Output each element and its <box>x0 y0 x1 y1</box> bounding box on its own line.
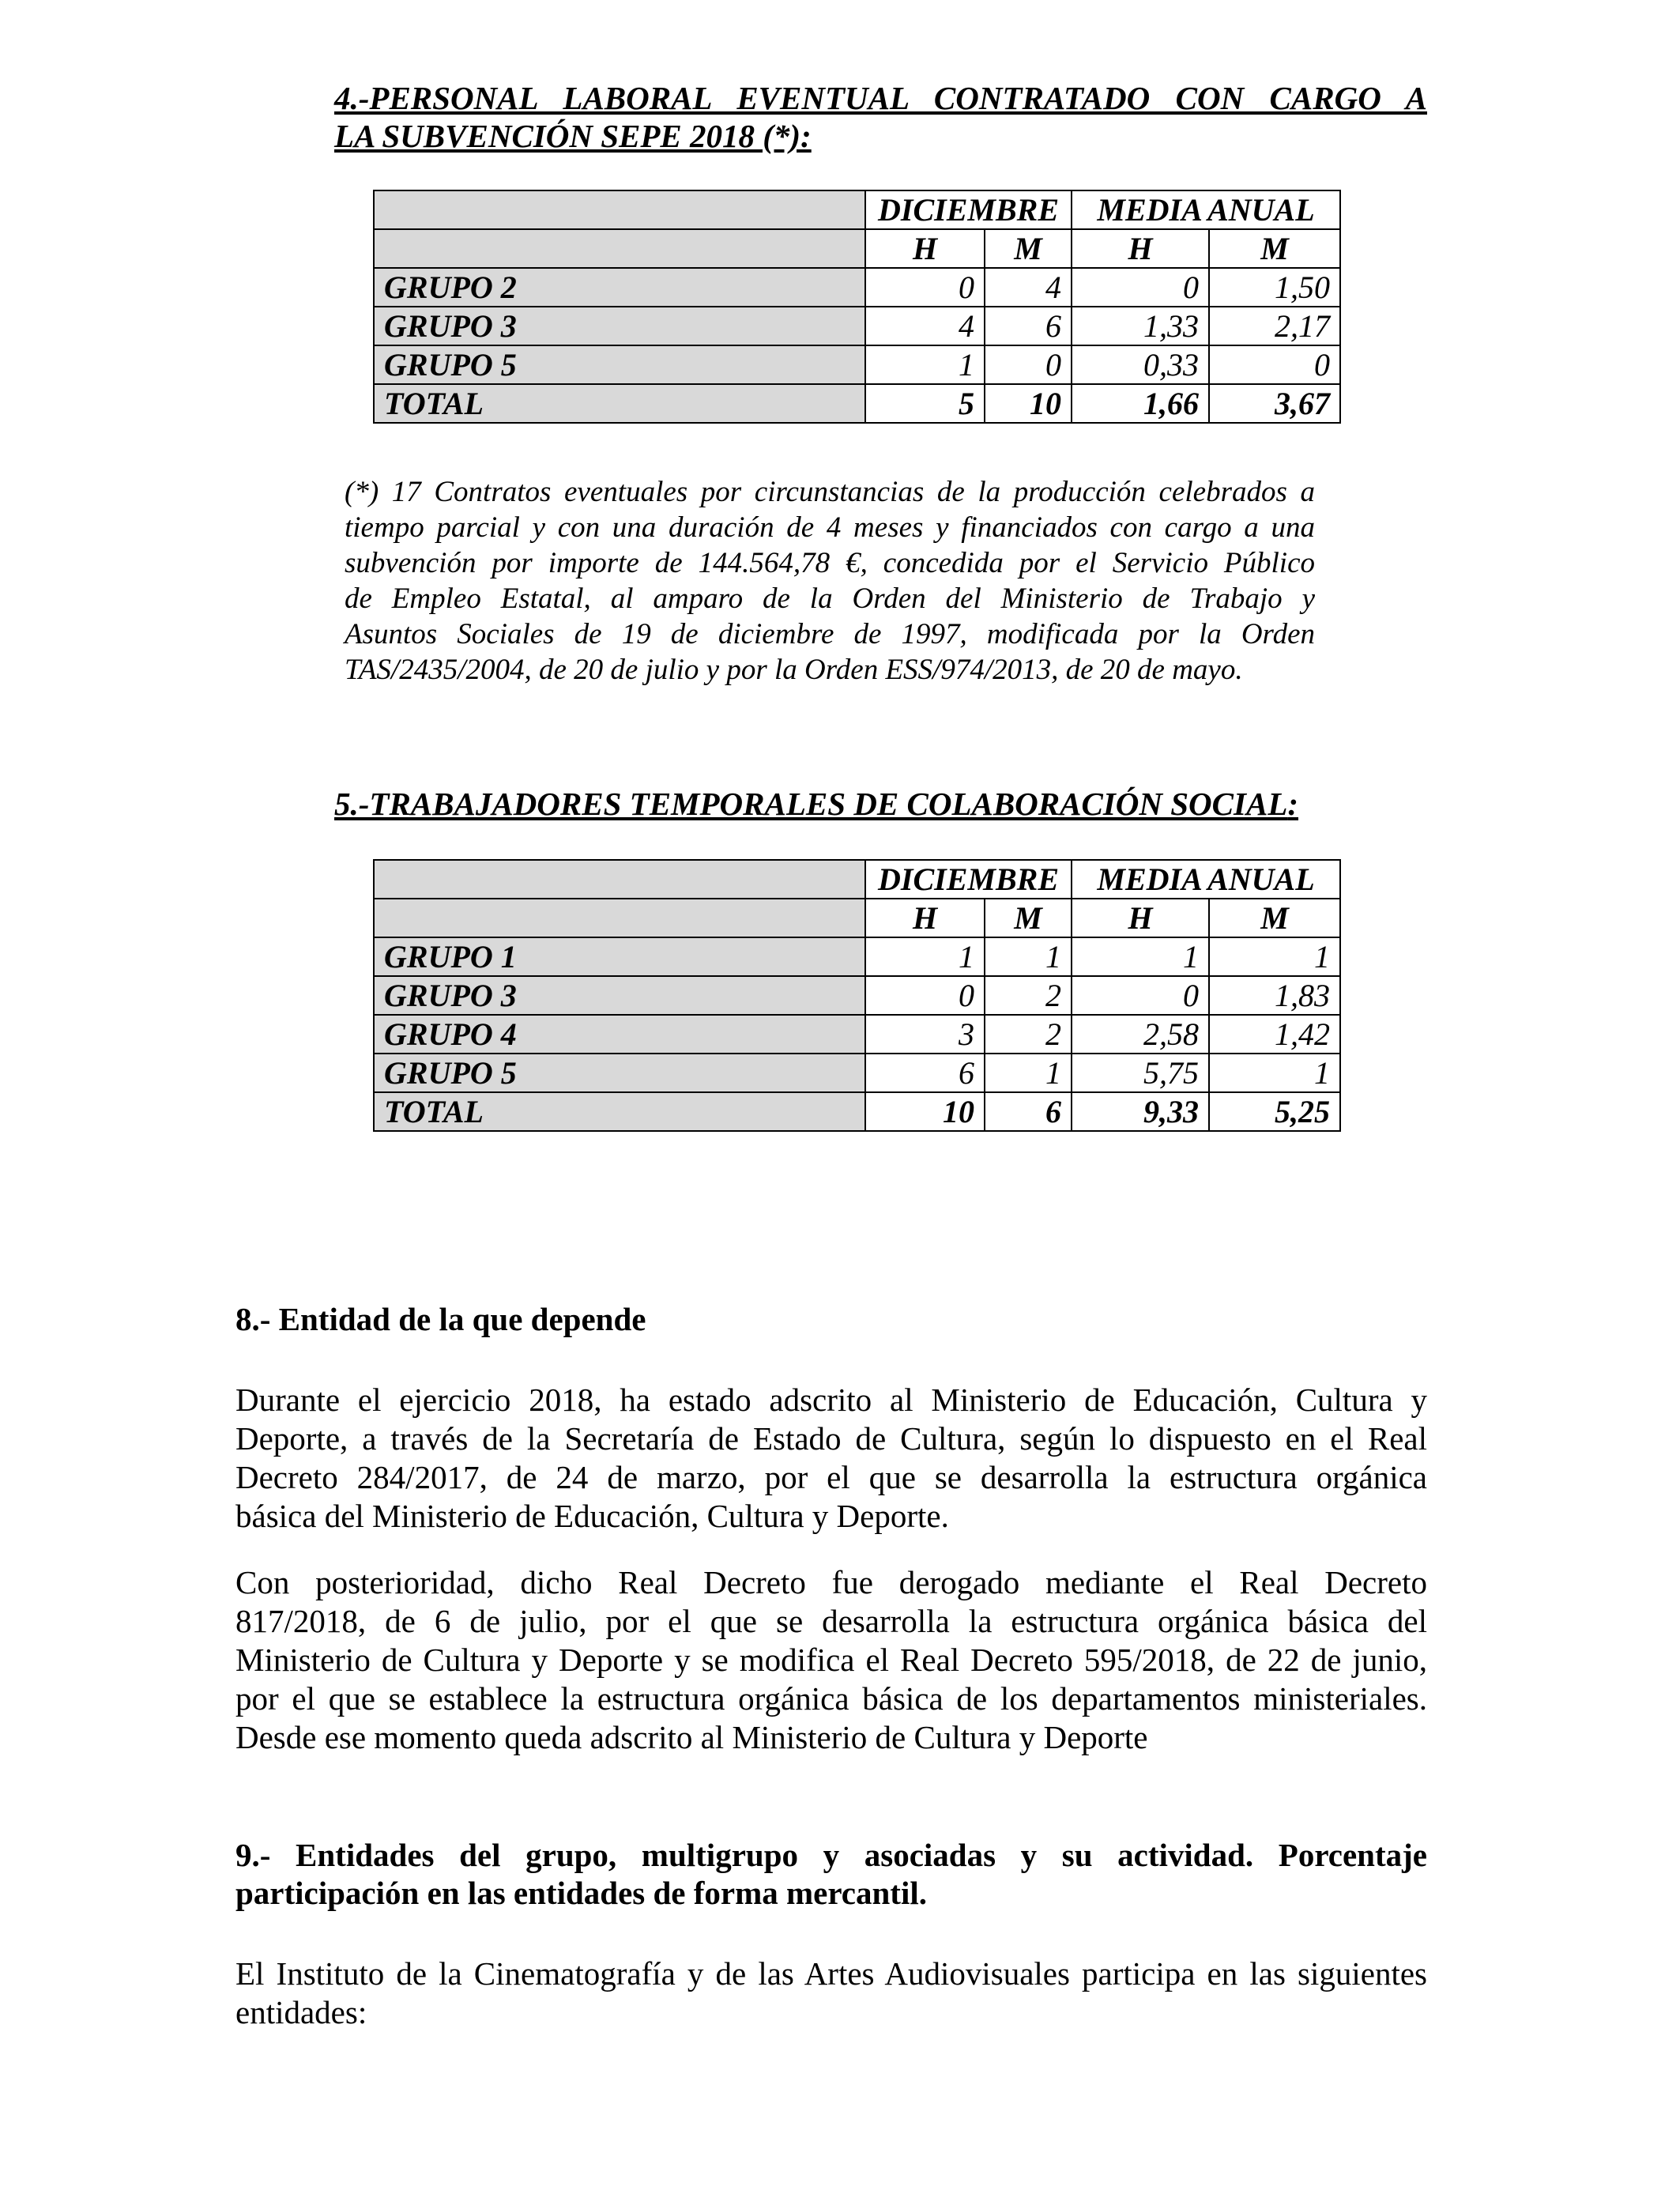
subheader-blank-cell <box>374 899 865 937</box>
row-label: GRUPO 2 <box>374 268 865 307</box>
section4-title-suffix: (*): <box>755 118 812 154</box>
total-media-h: 1,66 <box>1072 384 1209 423</box>
cell-dic-m: 4 <box>985 268 1072 307</box>
paragraph-line: por el que se establece la estructura orgánica básica de los departamentos ministeriales. <box>235 1680 1427 1717</box>
cell-media-m: 1,83 <box>1209 976 1340 1015</box>
section4-title: 4.-PERSONAL LABORAL EVENTUAL CONTRATADO CON CARGO A <box>334 80 1427 116</box>
cell-media-h: 1 <box>1072 937 1209 976</box>
total-dic-m: 10 <box>985 384 1072 423</box>
paragraph-line: básica del Ministerio de Educación, Cultura y Deporte. <box>235 1498 949 1534</box>
total-label: TOTAL <box>374 1092 865 1131</box>
paragraph-line: 817/2018, de 6 de julio, por el que se desarrolla la estructura orgánica básica del <box>235 1603 1427 1639</box>
table-row <box>374 1015 1340 1054</box>
row-label: GRUPO 4 <box>374 1015 865 1054</box>
subheader-h: H <box>865 899 985 937</box>
cell-dic-m: 6 <box>985 307 1072 345</box>
row-label: GRUPO 5 <box>374 345 865 384</box>
header-diciembre: DICIEMBRE <box>865 190 1072 229</box>
paragraph-line: Con posterioridad, dicho Real Decreto fue derogado mediante el Real Decreto <box>235 1564 1427 1600</box>
table-subheader-row <box>374 899 1340 937</box>
cell-dic-h: 1 <box>865 937 985 976</box>
cell-media-h: 2,58 <box>1072 1015 1209 1054</box>
section5-title <box>334 785 1298 823</box>
section4-footnote <box>345 474 1315 688</box>
cell-media-m: 2,17 <box>1209 307 1340 345</box>
table-row <box>374 1054 1340 1092</box>
footnote-line: tiempo parcial y con una duración de 4 meses y financiados con cargo a una <box>345 511 1315 544</box>
section9-heading <box>235 1836 1427 1912</box>
section5-title-suffix: : <box>1287 786 1299 822</box>
table-row <box>374 345 1340 384</box>
cell-dic-h: 4 <box>865 307 985 345</box>
table-total-row <box>374 384 1340 423</box>
table-row <box>374 937 1340 976</box>
row-label: GRUPO 3 <box>374 976 865 1015</box>
paragraph-line: Decreto 284/2017, de 24 de marzo, por el que se desarrolla la estructura orgánica <box>235 1459 1427 1495</box>
section4-title-underlined: LA SUBVENCIÓN SEPE 2018 <box>334 118 755 154</box>
heading-line: 9.- Entidades del grupo, multigrupo y asociadas y su actividad. Porcentaje <box>235 1837 1427 1873</box>
table-row <box>374 307 1340 345</box>
footnote-line: TAS/2435/2004, de 20 de julio y por la Orden ESS/974/2013, de 20 de mayo. <box>345 654 1243 686</box>
row-label: GRUPO 1 <box>374 937 865 976</box>
footnote-line: Asuntos Sociales de 19 de diciembre de 1997, modificada por la Orden <box>345 618 1315 650</box>
table-header-row <box>374 860 1340 899</box>
cell-media-h: 1,33 <box>1072 307 1209 345</box>
cell-media-h: 5,75 <box>1072 1054 1209 1092</box>
cell-media-m: 1 <box>1209 1054 1340 1092</box>
paragraph-line: entidades: <box>235 1994 367 2030</box>
total-label: TOTAL <box>374 384 865 423</box>
cell-media-m: 1,50 <box>1209 268 1340 307</box>
subheader-h: H <box>1072 899 1209 937</box>
cell-dic-h: 0 <box>865 976 985 1015</box>
heading-line: participación en las entidades de forma mercantil. <box>235 1875 927 1911</box>
total-dic-h: 10 <box>865 1092 985 1131</box>
cell-media-h: 0 <box>1072 268 1209 307</box>
paragraph-line: Ministerio de Cultura y Deporte y se modifica el Real Decreto 595/2018, de 22 de junio, <box>235 1642 1427 1678</box>
section4-title-line2 <box>334 117 812 155</box>
table-row <box>374 976 1340 1015</box>
section9-paragraph <box>235 1955 1427 2032</box>
footnote-line: (*) 17 Contratos eventuales por circunstancias de la producción celebrados a <box>345 476 1315 508</box>
cell-dic-m: 0 <box>985 345 1072 384</box>
subheader-h: H <box>865 229 985 268</box>
cell-media-m: 1 <box>1209 937 1340 976</box>
section8-heading: 8.- Entidad de la que depende <box>235 1301 646 1337</box>
cell-dic-m: 2 <box>985 976 1072 1015</box>
cell-dic-m: 2 <box>985 1015 1072 1054</box>
header-blank-cell <box>374 860 865 899</box>
header-diciembre: DICIEMBRE <box>865 860 1072 899</box>
cell-dic-h: 1 <box>865 345 985 384</box>
section8-paragraph2 <box>235 1563 1427 1757</box>
cell-dic-h: 6 <box>865 1054 985 1092</box>
cell-media-h: 0,33 <box>1072 345 1209 384</box>
cell-dic-m: 1 <box>985 937 1072 976</box>
subheader-m: M <box>1209 899 1340 937</box>
section5-title-underlined: 5.-TRABAJADORES TEMPORALES DE COLABORACIÓN SOCIAL <box>334 786 1288 822</box>
paragraph-line: Desde ese momento queda adscrito al Ministerio de Cultura y Deporte <box>235 1719 1148 1755</box>
table-row <box>374 268 1340 307</box>
header-blank-cell <box>374 190 865 229</box>
total-dic-h: 5 <box>865 384 985 423</box>
footnote-line: de Empleo Estatal, al amparo de la Orden del Ministerio de Trabajo y <box>345 582 1315 615</box>
cell-dic-m: 1 <box>985 1054 1072 1092</box>
row-label: GRUPO 5 <box>374 1054 865 1092</box>
footnote-line: subvención por importe de 144.564,78 €, concedida por el Servicio Público <box>345 547 1315 579</box>
cell-dic-h: 3 <box>865 1015 985 1054</box>
section4-table <box>373 190 1341 424</box>
total-media-h: 9,33 <box>1072 1092 1209 1131</box>
cell-media-m: 0 <box>1209 345 1340 384</box>
cell-media-m: 1,42 <box>1209 1015 1340 1054</box>
table-total-row <box>374 1092 1340 1131</box>
table-header-row <box>374 190 1340 229</box>
paragraph-line: Durante el ejercicio 2018, ha estado adscrito al Ministerio de Educación, Cultura y <box>235 1382 1427 1418</box>
subheader-m: M <box>985 899 1072 937</box>
table-subheader-row <box>374 229 1340 268</box>
header-media-anual: MEDIA ANUAL <box>1072 860 1340 899</box>
total-media-m: 3,67 <box>1209 384 1340 423</box>
subheader-h: H <box>1072 229 1209 268</box>
subheader-m: M <box>1209 229 1340 268</box>
subheader-blank-cell <box>374 229 865 268</box>
cell-dic-h: 0 <box>865 268 985 307</box>
cell-media-h: 0 <box>1072 976 1209 1015</box>
total-dic-m: 6 <box>985 1092 1072 1131</box>
row-label: GRUPO 3 <box>374 307 865 345</box>
header-media-anual: MEDIA ANUAL <box>1072 190 1340 229</box>
subheader-m: M <box>985 229 1072 268</box>
section8-paragraph1 <box>235 1381 1427 1536</box>
total-media-m: 5,25 <box>1209 1092 1340 1131</box>
paragraph-line: Deporte, a través de la Secretaría de Estado de Cultura, según lo dispuesto en el Real <box>235 1420 1427 1457</box>
paragraph-line: El Instituto de la Cinematografía y de las Artes Audiovisuales participa en las siguientes <box>235 1955 1427 1992</box>
section5-table <box>373 859 1341 1132</box>
